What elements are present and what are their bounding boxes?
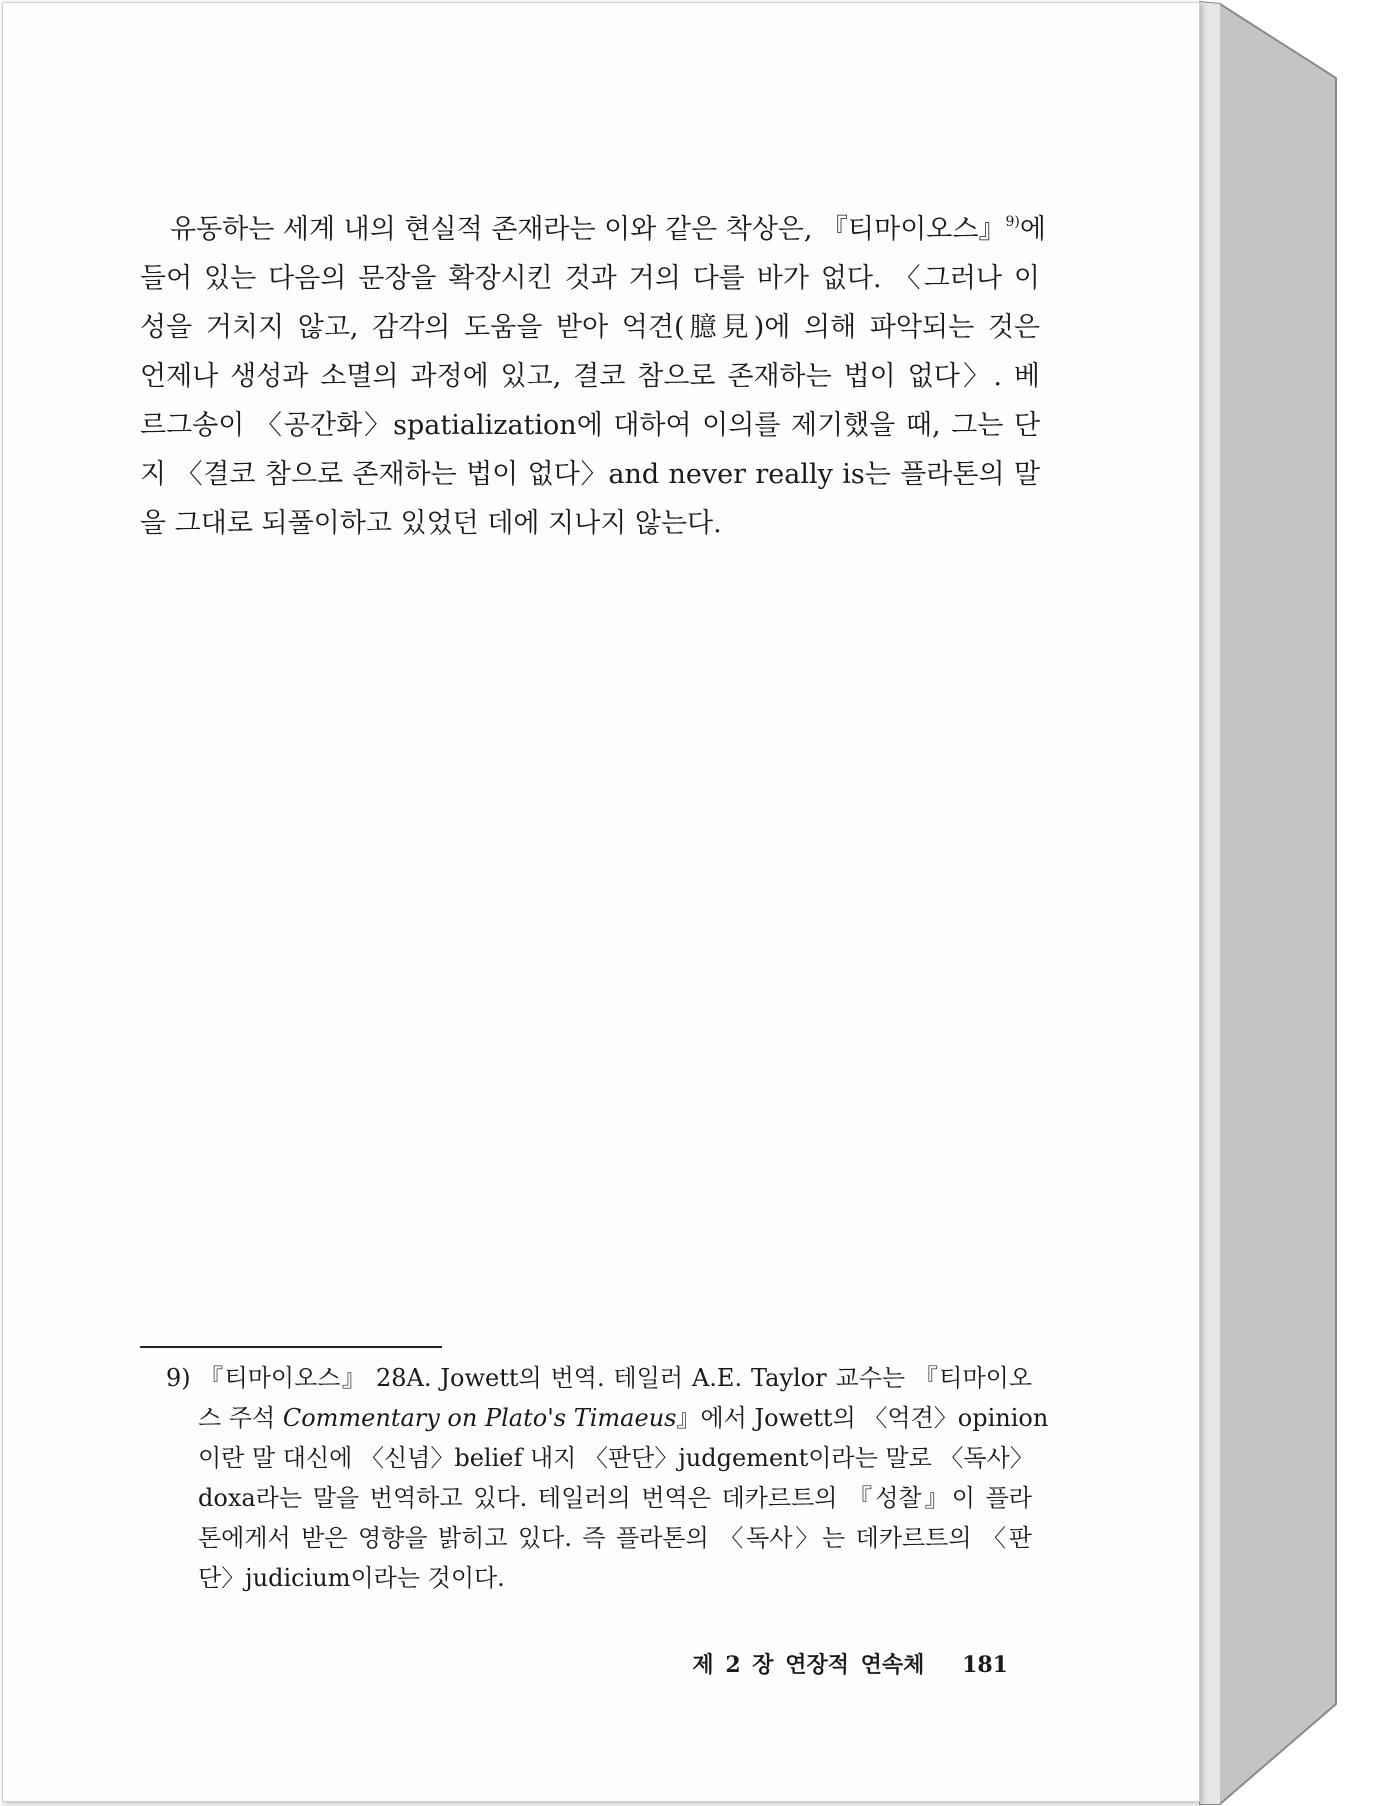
footnote <box>166 1358 1049 1598</box>
running-footer <box>0 1648 1008 1679</box>
footnote-reference[interactable]: 9) <box>1005 214 1020 230</box>
footnote-separator <box>140 1346 442 1348</box>
chapter-title: 연장적 연속체 <box>785 1652 925 1678</box>
chapter-label: 제 2 장 <box>692 1652 774 1678</box>
paragraph-line: 을 그대로 되풀이하고 있었던 데에 지나지 않는다. <box>140 508 722 539</box>
paragraph-line: 유동하는 세계 내의 현실적 존재라는 이와 같은 착상은, 『티마이오스』$^{9)}$에 <box>170 214 1046 245</box>
footnote-line: 이란 말 대신에 〈신념〉belief 내지 〈판단〉judgement이라는 말로 〈독사〉 <box>198 1444 1034 1472</box>
footnote-line: 스 주석 Commentary on Plato's Timaeus』에서 Jowett의 〈억견〉opinion <box>198 1404 1049 1432</box>
paragraph-line: 언제나 생성과 소멸의 과정에 있고, 결코 참으로 존재하는 법이 없다〉. 베 <box>140 361 1040 392</box>
book-title-italic: Commentary on Plato's Timaeus <box>282 1404 677 1432</box>
footnote-line: doxa라는 말을 번역하고 있다. 테일러의 번역은 데카르트의 『성찰』이 플라 <box>198 1484 1032 1512</box>
paragraph-line: 성을 거치지 않고, 감각의 도움을 받아 억견(臆見)에 의해 파악되는 것은 <box>140 312 1040 343</box>
paragraph-line: 르그송이 〈공간화〉spatialization에 대하여 이의를 제기했을 때, 그는 단 <box>140 410 1040 441</box>
paragraph-line: 지 〈결코 참으로 존재하는 법이 없다〉and never really is는 플라톤의 말 <box>140 459 1040 490</box>
page-number: 181 <box>962 1652 1008 1678</box>
footnote-line: 9) 『티마이오스』 28A. Jowett의 번역. 테일러 A.E. Taylor 교수는 『티마이오 <box>166 1358 1032 1398</box>
footnote-line: 톤에게서 받은 영향을 밝히고 있다. 즉 플라톤의 〈독사〉는 데카르트의 〈판 <box>198 1524 1032 1552</box>
footnote-line: 단〉judicium이라는 것이다. <box>198 1564 505 1592</box>
paragraph-line: 들어 있는 다음의 문장을 확장시킨 것과 거의 다를 바가 없다. 〈그러나 이 <box>140 263 1040 294</box>
footnote-number: 9) <box>166 1364 191 1392</box>
main-paragraph <box>140 198 1046 548</box>
